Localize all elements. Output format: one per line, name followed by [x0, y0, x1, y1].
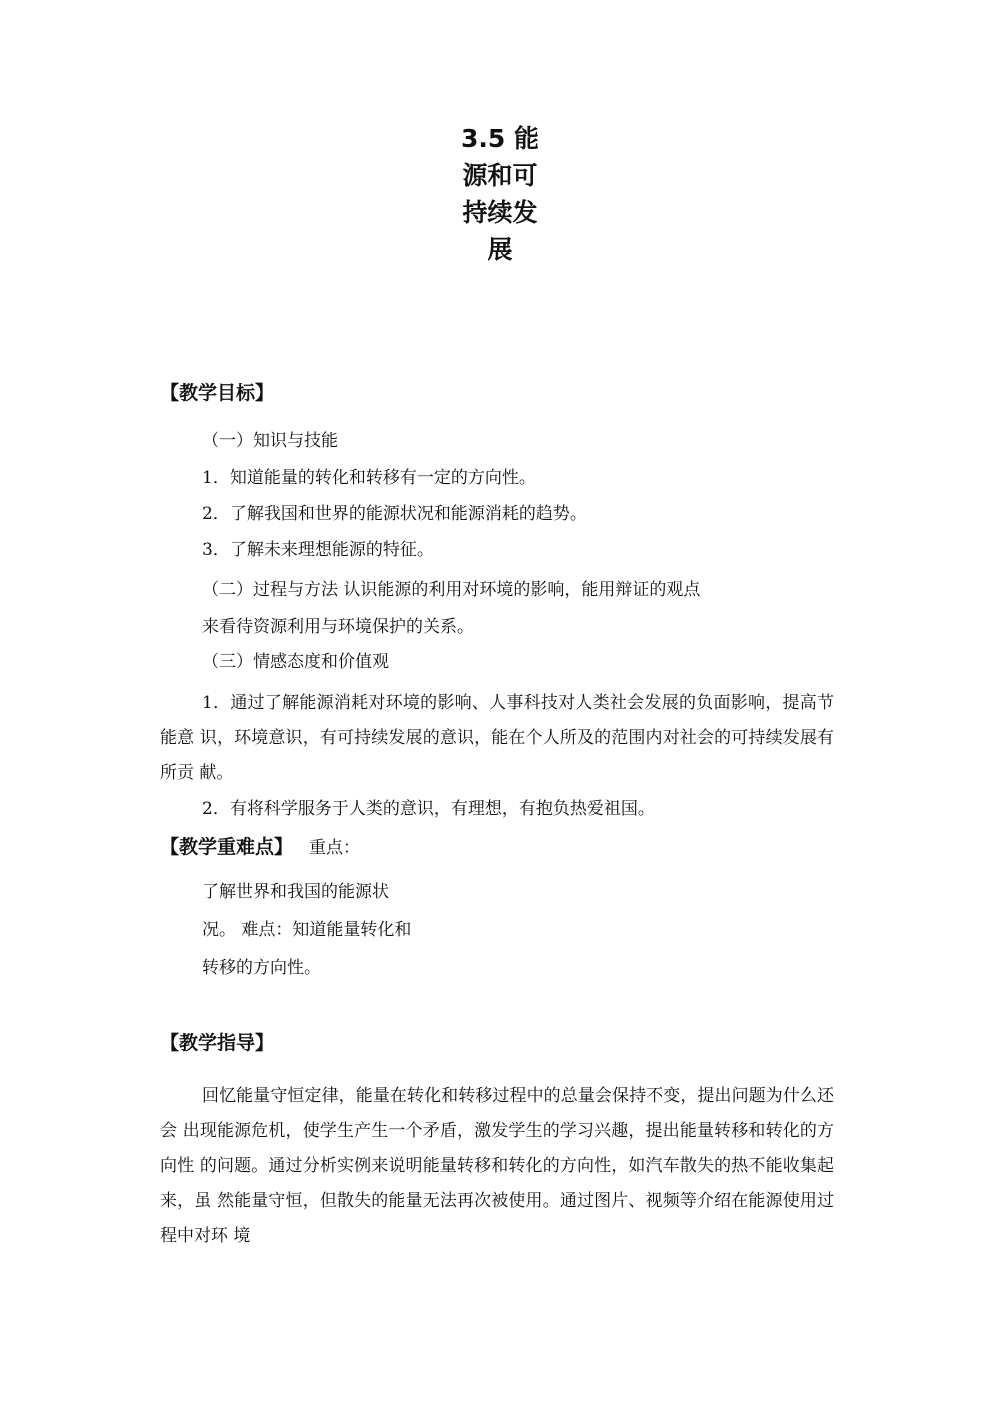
key-points-body: 了解世界和我国的能源状况。 难点：知道能量转化和转移的方向性。 [202, 882, 412, 978]
process-method-line: （二）过程与方法 认识能源的利用对环境的影响，能用辩证的观点 [202, 580, 701, 600]
knowledge-heading: （一）知识与技能 [202, 431, 338, 451]
title-line: 展 [487, 235, 513, 264]
guidance-heading: 【教学指导】 [160, 1032, 275, 1054]
key-points-heading-text: 【教学重难点】 [160, 836, 294, 858]
knowledge-item: 3．了解未来理想能源的特征。 [202, 540, 434, 560]
emotion-item: 2．有将科学服务于人类的意识，有理想，有抱负热爱祖国。 [202, 799, 655, 819]
guidance-body: 回忆能量守恒定律，能量在转化和转移过程中的总量会保持不变，提出问题为什么还会 出现能源危机，使学生产生一个矛盾，激发学生的学习兴趣，提出能量转移和转化的方向性 的问题。通过分析实例来说明能量转移和转化的方向性，如汽车散失的热不能收集起来，虽 然能量守恒，但散失的能量无法再次被使用。通过图片、视频等介绍在能源使用过程中对环 境 [160, 1086, 834, 1246]
knowledge-item: 2．了解我国和世界的能源状况和能源消耗的趋势。 [202, 504, 587, 524]
title-line: 3.5 能 [461, 124, 539, 153]
emotion-heading: （三）情感态度和价值观 [202, 652, 389, 672]
title-line: 持续发 [462, 198, 538, 227]
objectives-heading: 【教学目标】 [160, 382, 275, 404]
emotion-item: 1．通过了解能源消耗对环境的影响、人事科技对人类社会发展的负面影响，提高节能意 识，环境意识，有可持续发展的意识，能在个人所及的范围内对社会的可持续发展有所贡 献。 [160, 693, 834, 783]
key-points-note: 重点： [309, 838, 361, 858]
knowledge-item: 1．知道能量的转化和转移有一定的方向性。 [202, 468, 536, 488]
process-method-line: 来看待资源利用与环境保护的关系。 [202, 617, 474, 637]
page-title [440, 120, 560, 268]
key-points-heading [160, 833, 360, 862]
title-line: 源和可 [462, 161, 538, 190]
